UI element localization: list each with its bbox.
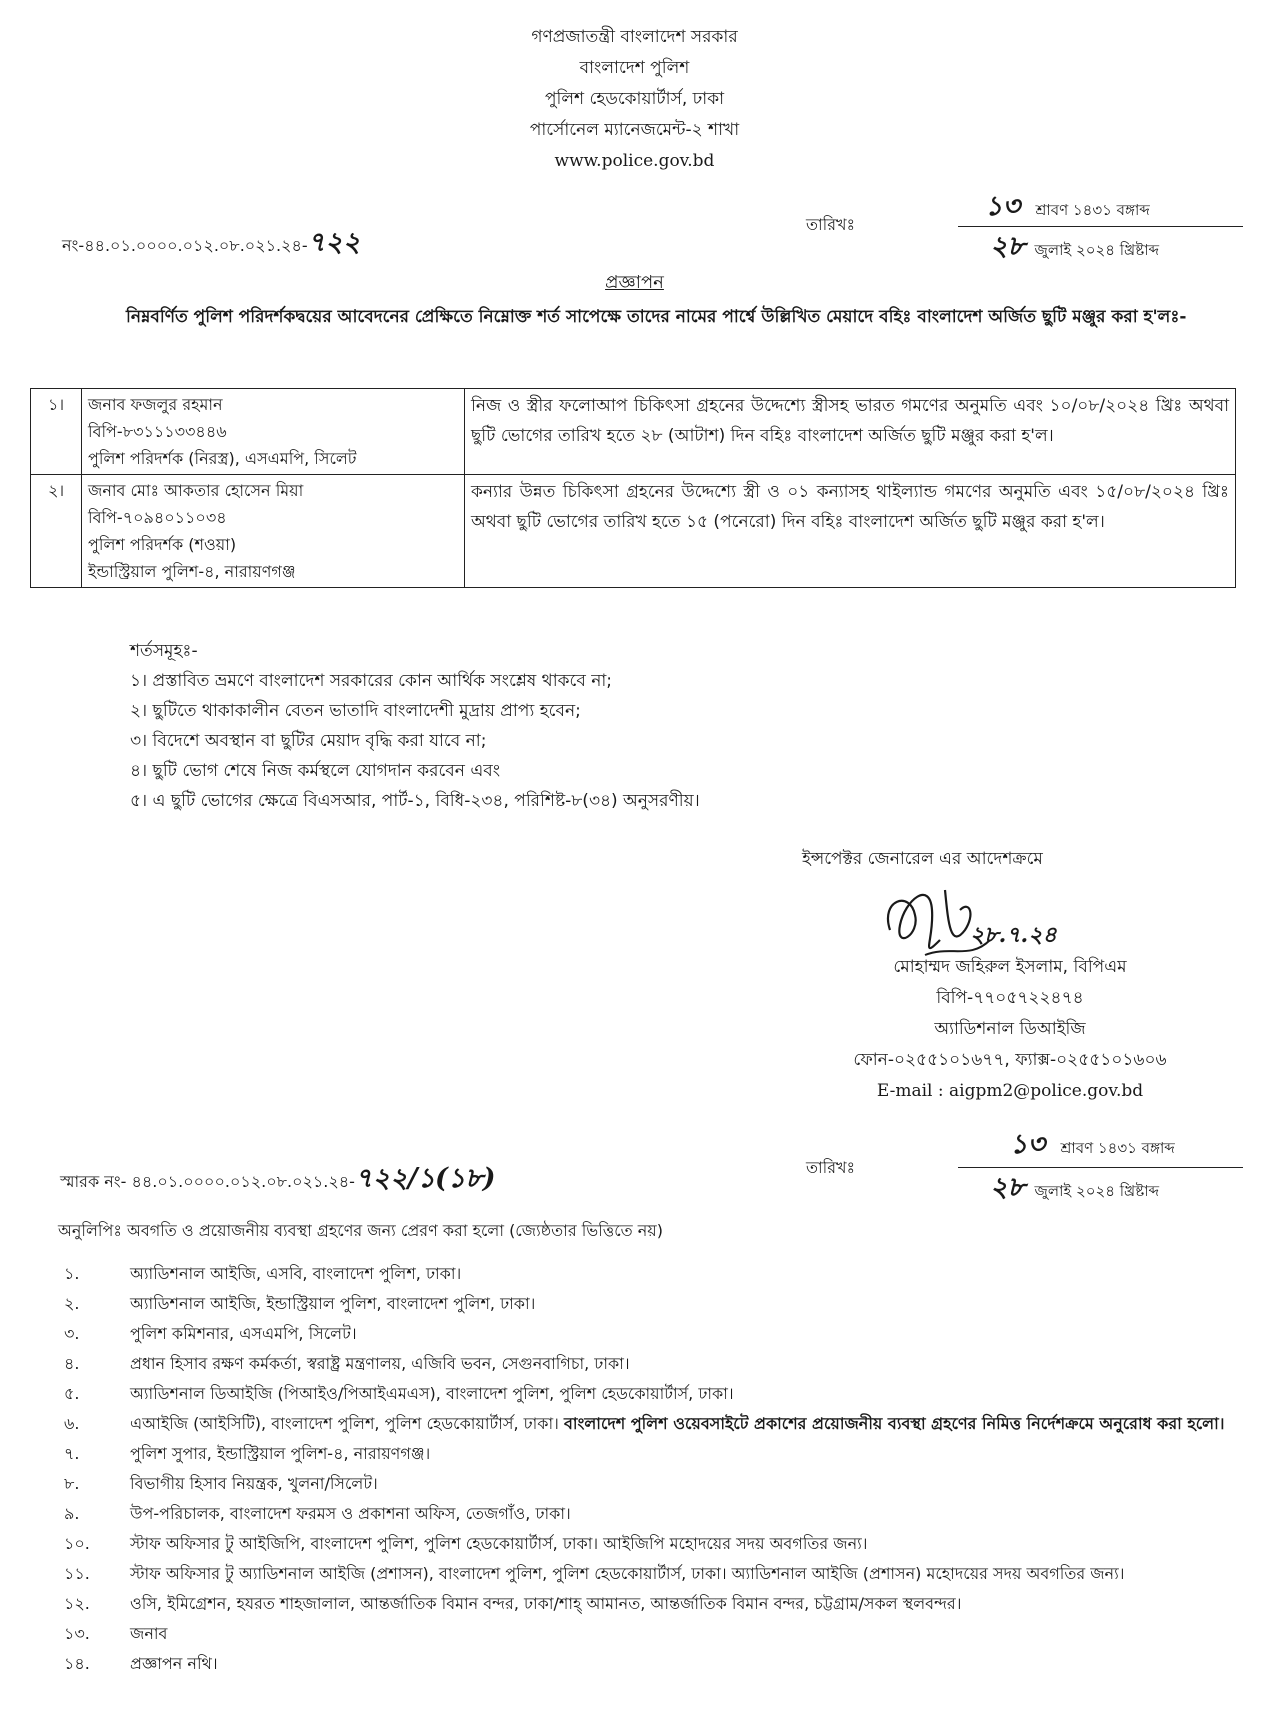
item-number: ১২. xyxy=(64,1594,90,1613)
item-text: প্রজ্ঞাপন নথি। xyxy=(130,1654,218,1673)
item-text: স্টাফ অফিসার টু আইজিপি, বাংলাদেশ পুলিশ, পুলিশ হেডকোয়ার্টার্স, ঢাকা। আইজিপি মহোদয়ের সদয় অবগতির জন্য। xyxy=(130,1534,868,1553)
intro-paragraph: নিম্নবর্ণিত পুলিশ পরিদর্শকদ্বয়ের আবেদনের প্রেক্ষিতে নিম্নোক্ত শর্ত সাপেক্ষে তাদের নামের পার্শ্বে উল্লিখিত মেয়াদে বহিঃ বাংলাদেশ অর্জিত ছুটি মঞ্জুর করা হ'লঃ- xyxy=(126,307,1187,327)
item-text: অ্যাডিশনাল ডিআইজি (পিআইও/পিআইএমএস), বাংলাদেশ পুলিশ, পুলিশ হেডকোয়ার্টার্স, ঢাকা। xyxy=(130,1384,734,1403)
item-text: উপ-পরিচালক, বাংলাদেশ ফরমস ও প্রকাশনা অফিস, তেজগাঁও, ঢাকা। xyxy=(130,1504,571,1523)
signatory-phone: ফোন-০২৫৫১০১৬৭৭, ফ্যাক্স-০২৫৫১০১৬০৬ xyxy=(853,1050,1167,1070)
item-number: ৯. xyxy=(64,1504,80,1523)
item-text-bold: বাংলাদেশ পুলিশ ওয়েবসাইটে প্রকাশের প্রয়োজনীয় ব্যবস্থা গ্রহণের নিমিত্ত নির্দেশক্রমে অনুরোধ করা হলো। xyxy=(563,1414,1225,1433)
item-number: ১১. xyxy=(64,1564,90,1583)
date-bangla xyxy=(985,186,1150,231)
item-number: ৬. xyxy=(64,1414,80,1433)
signatory-bp: বিপি-৭৭০৫৭২২৪৭৪ xyxy=(936,988,1084,1008)
list-item: ৪। ছুটি ভোগ শেষে নিজ কর্মস্থলে যোগদান করবেন এবং xyxy=(130,761,501,781)
list-item: ২। ছুটিতে থাকাকালীন বেতন ভাতাদি বাংলাদেশী মুদ্রায় প্রাপ্য হবেন; xyxy=(130,701,581,721)
item-text xyxy=(130,1412,1248,1436)
signature-date: ২৮.৭.২৪ xyxy=(970,922,1057,948)
signatory-name: মোহাম্মদ জহিরুল ইসলাম, বিপিএম xyxy=(893,957,1127,977)
list-item: ৩। বিদেশে অবস্থান বা ছুটির মেয়াদ বৃদ্ধি করা যাবে না; xyxy=(130,731,487,751)
list-item xyxy=(58,1262,1248,1286)
memo-ref-label: নং-৪৪.০১.০০০০.০১২.০৮.০২১.২৪- xyxy=(62,236,308,255)
date2-label: তারিখঃ xyxy=(806,1158,856,1177)
item-text: ওসি, ইমিগ্রেশন, হযরত শাহজালাল, আন্তর্জাতিক বিমান বন্দর, ঢাকা/শাহ্ আমানত, আন্তর্জাতিক বিমান বন্দর, চট্টগ্রাম/সকল স্থলবন্দর। xyxy=(130,1594,962,1613)
officer-details xyxy=(82,475,465,588)
item-number: ৭. xyxy=(64,1444,80,1463)
date-label: তারিখঃ xyxy=(806,215,856,234)
officer-bp: বিপি-৭০৯৪০১১০৩৪ xyxy=(88,508,227,527)
letterhead xyxy=(0,22,1269,177)
item-number: ১৪. xyxy=(64,1654,90,1673)
item-text: জনাব xyxy=(130,1624,168,1643)
date2-bangla-rest: শ্রাবণ ১৪৩১ বঙ্গাব্দ xyxy=(1060,1139,1175,1157)
govt-name: গণপ্রজাতন্ত্রী বাংলাদেশ সরকার xyxy=(531,27,738,47)
list-item xyxy=(58,1502,1248,1526)
list-item xyxy=(58,1442,1248,1466)
memo2-ref-label: স্মারক নং- ৪৪.০১.০০০০.০১২.০৮.০২১.২৪- xyxy=(60,1172,355,1191)
item-text-plain: এআইজি (আইসিটি), বাংলাদেশ পুলিশ, পুলিশ হেডকোয়ার্টার্স, ঢাকা। xyxy=(130,1414,564,1433)
item-number: ৫. xyxy=(64,1384,80,1403)
leave-description: কন্যার উন্নত চিকিৎসা গ্রহনের উদ্দেশ্যে স্ত্রী ও ০১ কন্যাসহ থাইল্যান্ড গমণের অনুমতি এবং ১৫/০৮/২০২৪ খ্রিঃ অথবা ছুটি ভোগের তারিখ হতে ১৫ (পনেরো) দিন বহিঃ বাংলাদেশ অর্জিত ছুটি মঞ্জুর করা হ'ল। xyxy=(465,475,1236,588)
list-item xyxy=(58,1532,1248,1556)
leave-table xyxy=(30,388,1236,588)
list-item xyxy=(58,1472,1248,1496)
officer-name: জনাব ফজলুর রহমান xyxy=(88,395,223,414)
website: www.police.gov.bd xyxy=(554,151,715,171)
signatory-block xyxy=(770,952,1250,1107)
officer-post: পুলিশ পরিদর্শক (নিরস্ত্র), এসএমপি, সিলেট xyxy=(88,449,357,468)
list-item xyxy=(58,1412,1248,1436)
branch-name: পার্সোনেল ম্যানেজমেন্ট-২ শাখা xyxy=(529,120,740,140)
memo2-ref-handwritten: ৭২২/১(১৮) xyxy=(354,1163,496,1194)
list-item xyxy=(58,1652,1248,1676)
date-greg-day: ২৮ xyxy=(990,231,1026,262)
signatory-designation: অ্যাডিশনাল ডিআইজি xyxy=(934,1019,1086,1039)
list-item xyxy=(58,1292,1248,1316)
date2-bangla-day: ১৩ xyxy=(1010,1129,1046,1160)
date-bangla-day: ১৩ xyxy=(985,191,1021,222)
item-text: অ্যাডিশনাল আইজি, এসবি, বাংলাদেশ পুলিশ, ঢাকা। xyxy=(130,1264,462,1283)
table-row xyxy=(31,475,1236,588)
date-bangla-rest: শ্রাবণ ১৪৩১ বঙ্গাব্দ xyxy=(1035,201,1150,219)
item-text: বিভাগীয় হিসাব নিয়ন্ত্রক, খুলনা/সিলেট। xyxy=(130,1474,378,1493)
leave-description: নিজ ও স্ত্রীর ফলোআপ চিকিৎসা গ্রহনের উদ্দেশ্যে স্ত্রীসহ ভারত গমণের অনুমতি এবং ১০/০৮/২০২৪ খ্রিঃ অথবা ছুটি ভোগের তারিখ হতে ২৮ (আটাশ) দিন বহিঃ বাংলাদেশ অর্জিত ছুটি মঞ্জুর করা হ'ল। xyxy=(465,389,1236,475)
item-number: ৩. xyxy=(64,1324,80,1343)
department-name: বাংলাদেশ পুলিশ xyxy=(579,58,690,78)
item-number: ১. xyxy=(64,1264,80,1283)
item-number: ৪. xyxy=(64,1354,80,1373)
item-number: ৮. xyxy=(64,1474,80,1493)
row-number: ২। xyxy=(31,475,82,588)
list-item xyxy=(58,1352,1248,1376)
officer-post: পুলিশ পরিদর্শক (শওয়া) xyxy=(88,535,237,554)
item-text: পুলিশ সুপার, ইন্ডাস্ট্রিয়াল পুলিশ-৪, নারায়ণগঞ্জ। xyxy=(130,1444,431,1463)
date-gregorian xyxy=(990,226,1159,271)
item-text: স্টাফ অফিসার টু অ্যাডিশনাল আইজি (প্রশাসন), বাংলাদেশ পুলিশ, পুলিশ হেডকোয়ার্টার্স, ঢাকা। অ্যাডিশনাল আইজি (প্রশাসন) মহোদয়ের সদয় অবগতির জন্য। xyxy=(130,1564,1125,1583)
item-text: পুলিশ কমিশনার, এসএমপি, সিলেট। xyxy=(130,1324,357,1343)
row-number: ১। xyxy=(31,389,82,475)
conditions-heading: শর্তসমূহঃ- xyxy=(130,641,198,661)
item-number: ১৩. xyxy=(64,1624,90,1643)
item-text: প্রধান হিসাব রক্ষণ কর্মকর্তা, স্বরাষ্ট্র মন্ত্রণালয়, এজিবি ভবন, সেগুনবাগিচা, ঢাকা। xyxy=(130,1354,630,1373)
date2-greg-day: ২৮ xyxy=(990,1172,1026,1203)
memo-reference xyxy=(62,222,360,267)
list-item: ৫। এ ছুটি ভোগের ক্ষেত্রে বিএসআর, পার্ট-১, বিধি-২৩৪, পরিশিষ্ট-৮(৩৪) অনুসরণীয়। xyxy=(130,791,700,811)
office-name: পুলিশ হেডকোয়ার্টার্স, ঢাকা xyxy=(544,89,725,109)
list-item xyxy=(58,1562,1248,1586)
officer-bp: বিপি-৮৩১১১৩৩৪৪৬ xyxy=(88,422,227,441)
date2-bangla xyxy=(1010,1124,1175,1169)
date2-gregorian xyxy=(990,1167,1159,1212)
table-row xyxy=(31,389,1236,475)
date-greg-rest: জুলাই ২০২৪ খ্রিষ্টাব্দ xyxy=(1034,241,1160,259)
list-item xyxy=(58,1322,1248,1346)
signatory-email: E-mail : aigpm2@police.gov.bd xyxy=(876,1081,1144,1101)
item-number: ১০. xyxy=(64,1534,90,1553)
officer-name: জনাব মোঃ আকতার হোসেন মিয়া xyxy=(88,481,304,500)
conditions-list xyxy=(130,636,700,816)
memo-ref-handwritten: ৭২২ xyxy=(307,227,361,258)
memo2-reference xyxy=(60,1158,496,1203)
list-item xyxy=(58,1382,1248,1406)
copy-heading: অনুলিপিঃ অবগতি ও প্রয়োজনীয় ব্যবস্থা গ্রহণের জন্য প্রেরণ করা হলো (জ্যেষ্ঠতার ভিত্তিতে নয়) xyxy=(58,1221,663,1240)
officer-details xyxy=(82,389,465,475)
page-title: প্রজ্ঞাপন xyxy=(605,272,664,293)
list-item xyxy=(58,1622,1248,1646)
item-number: ২. xyxy=(64,1294,80,1313)
copy-list xyxy=(58,1262,1248,1682)
officer-unit: ইন্ডাস্ট্রিয়াল পুলিশ-৪, নারায়ণগঞ্জ xyxy=(88,562,296,581)
list-item: ১। প্রস্তাবিত ভ্রমণে বাংলাদেশ সরকারের কোন আর্থিক সংশ্লেষ থাকবে না; xyxy=(130,671,613,691)
date2-greg-rest: জুলাই ২০২৪ খ্রিষ্টাব্দ xyxy=(1034,1182,1160,1200)
item-text: অ্যাডিশনাল আইজি, ইন্ডাস্ট্রিয়াল পুলিশ, বাংলাদেশ পুলিশ, ঢাকা। xyxy=(130,1294,536,1313)
list-item xyxy=(58,1592,1248,1616)
order-line: ইন্সপেক্টর জেনারেল এর আদেশক্রমে xyxy=(802,849,1043,869)
